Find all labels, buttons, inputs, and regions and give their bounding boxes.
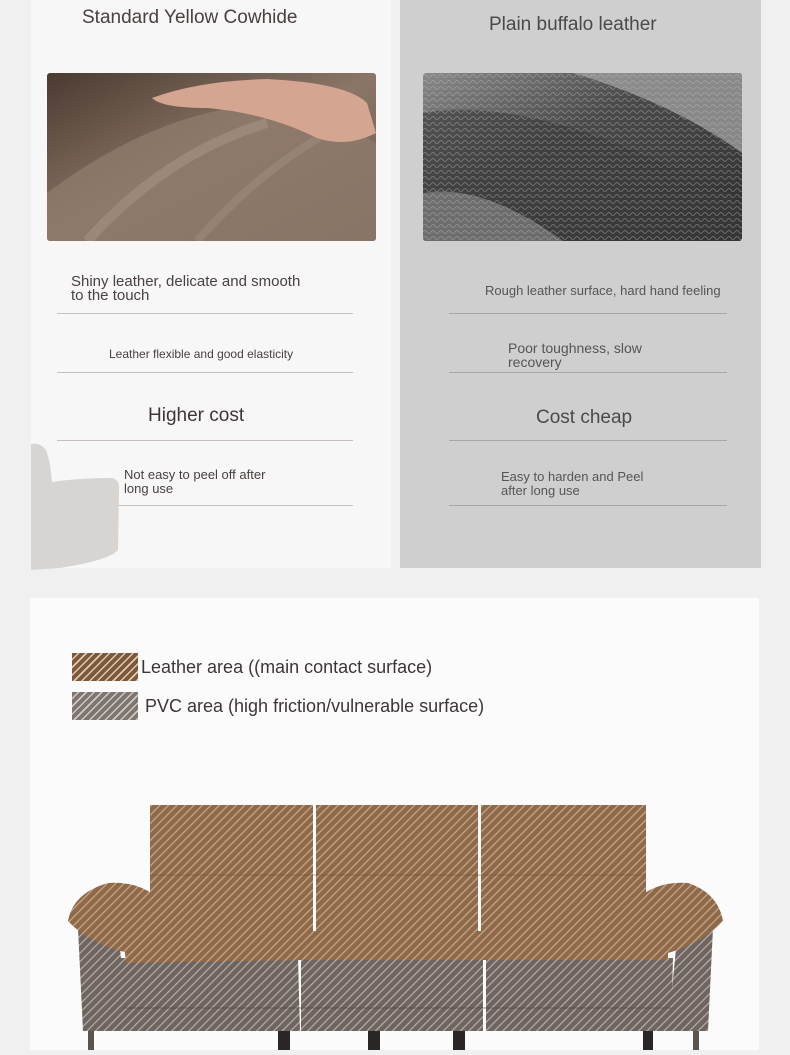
- divider: [57, 440, 353, 441]
- thumbs-up-icon: [0, 442, 120, 575]
- buffalo-cost: Cost cheap: [536, 407, 633, 428]
- buffalo-title: Plain buffalo leather: [489, 14, 657, 35]
- row-text-line: to the touch: [71, 287, 150, 304]
- divider: [449, 372, 727, 373]
- buffalo-row-1: Rough leather surface, hard hand feeling: [485, 283, 721, 298]
- divider: [57, 372, 353, 373]
- buffalo-photo: [423, 73, 742, 241]
- buffalo-row-4: [501, 470, 643, 498]
- divider: [449, 440, 727, 441]
- material-area-section: [30, 598, 759, 1050]
- buffalo-row-2: [508, 341, 642, 369]
- row-text-line: after long use: [501, 483, 580, 498]
- cowhide-title: Standard Yellow Cowhide: [82, 7, 298, 28]
- row-text-line: Not easy to peel off after: [124, 467, 266, 482]
- pvc-swatch-icon: [72, 692, 138, 720]
- row-text-line: Easy to harden and Peel: [501, 469, 644, 484]
- row-text-line: recovery: [508, 354, 562, 370]
- sofa-illustration: [68, 803, 728, 1055]
- buffalo-panel: [400, 0, 761, 568]
- cowhide-photo: [47, 73, 376, 241]
- leather-swatch-icon: [72, 653, 138, 681]
- row-text-line: Shiny leather, delicate and smooth: [71, 273, 301, 290]
- divider: [57, 313, 353, 314]
- row-text-line: long use: [124, 481, 174, 496]
- cowhide-row-4: [124, 468, 265, 496]
- cowhide-row-1: [71, 275, 300, 303]
- divider: [449, 505, 727, 506]
- legend-item-pvc: [72, 692, 484, 720]
- legend-item-leather: [72, 653, 432, 681]
- divider: [449, 313, 727, 314]
- row-text-line: Poor toughness, slow: [508, 340, 642, 356]
- cowhide-row-2: Leather flexible and good elasticity: [109, 347, 294, 361]
- cowhide-cost: Higher cost: [148, 405, 245, 426]
- legend-label: PVC area (high friction/vulnerable surface): [145, 695, 485, 716]
- legend-label: Leather area ((main contact surface): [141, 656, 433, 677]
